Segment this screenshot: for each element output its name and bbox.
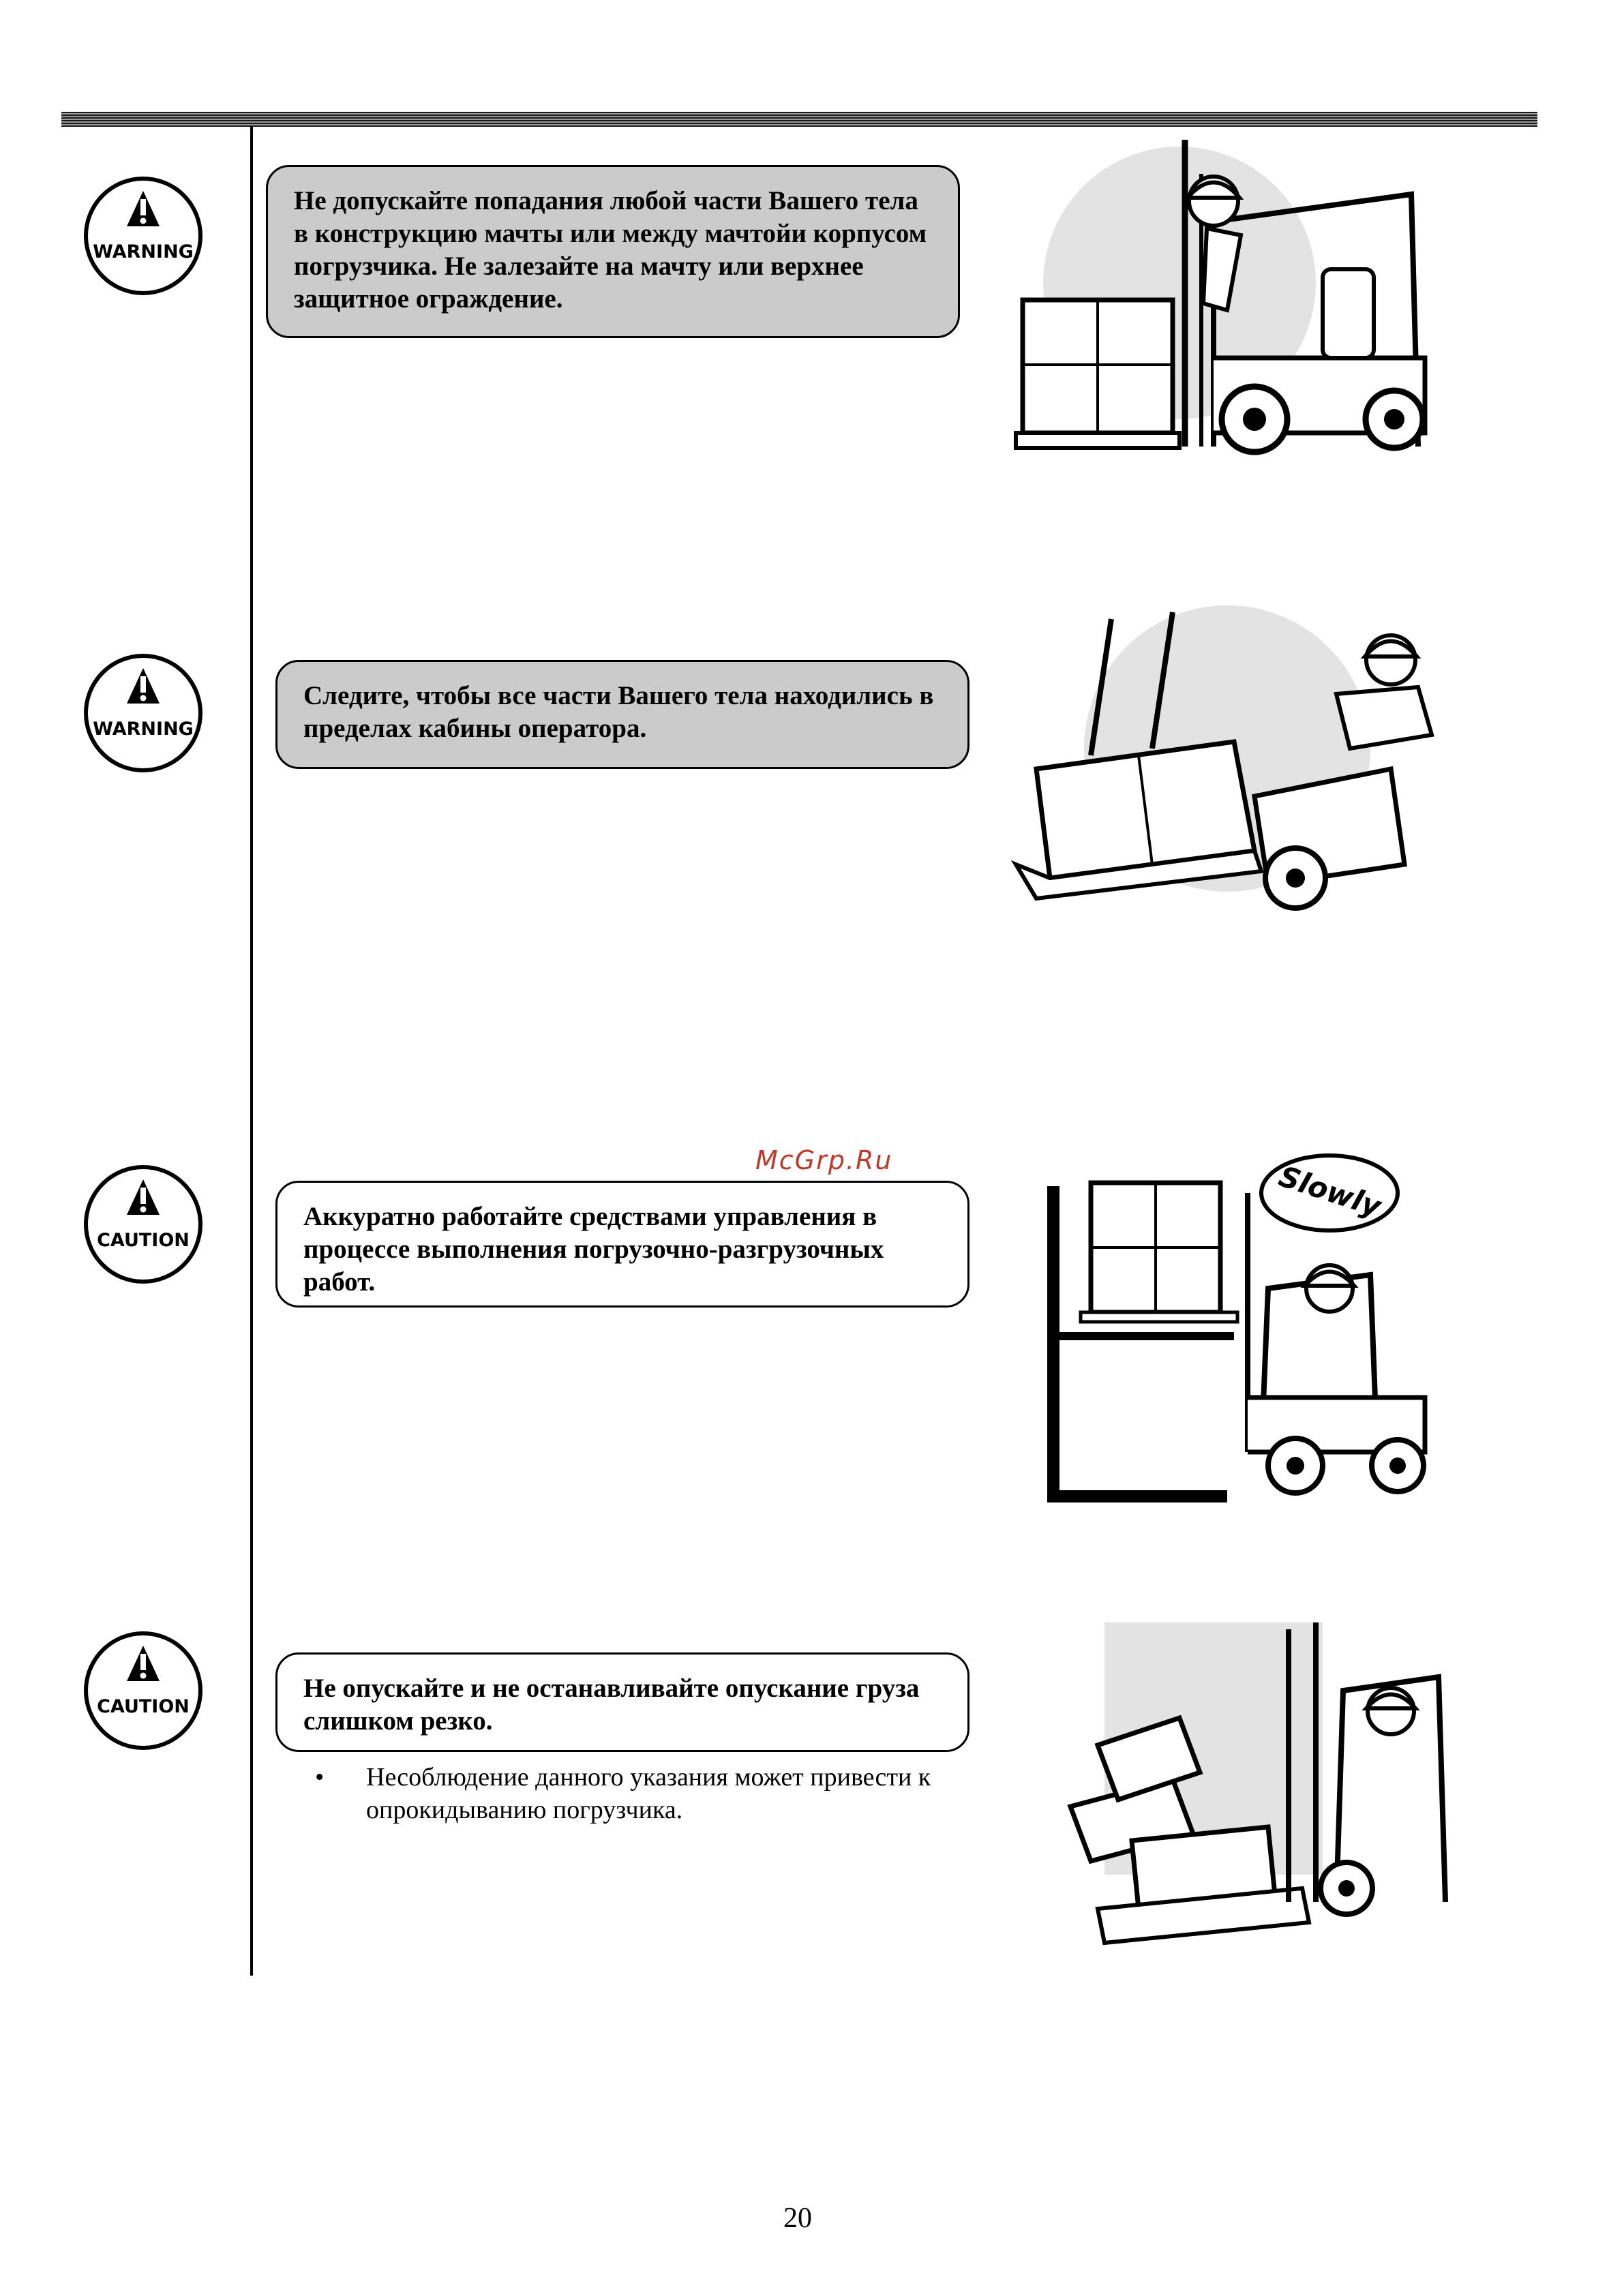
bullet-marker: • [315,1763,325,1792]
warning-text-2: Следите, чтобы все части Вашего тела находились в пределах кабины оператора. [303,681,934,743]
warning-badge-2 [83,653,203,773]
warning-box-2 [275,660,969,769]
left-margin-rule [250,127,253,1976]
page-number: 20 [783,2203,812,2234]
bullet-text: Несоблюдение данного указания может привести к опрокидыванию погрузчика. [366,1763,931,1824]
badge-label: CAUTION [97,1230,190,1251]
caution-box-2 [275,1652,969,1752]
illustration-climbing-mast [1009,133,1445,481]
illustration-dropping-load [1016,1609,1459,1977]
caution-box-1 [275,1181,969,1308]
warning-text-1: Не допускайте попадания любой части Вашего тела в конструкцию мачты или между мачтойи корпусом погрузчика. Не залезайте на мачту или верхнее защитное ограждение. [294,186,927,314]
caution-badge-1 [83,1164,203,1284]
watermark: McGrp.Ru [755,1145,893,1175]
warning-box-1 [266,165,960,338]
slowly-caption: Slowly [1274,1159,1385,1224]
warning-badge-1 [83,176,203,296]
caution-text-2: Не опускайте и не останавливайте опускание груза слишком резко. [303,1674,920,1736]
illustration-slowly [1043,1152,1452,1507]
badge-label: WARNING [93,719,194,740]
illustration-leaning-out [1009,592,1452,933]
badge-label: WARNING [93,241,194,262]
top-rule [61,112,1537,127]
caution-text-1: Аккуратно работайте средствами управления в процессе выполнения погрузочно-разгрузочных работ. [303,1202,884,1297]
badge-label: CAUTION [97,1696,190,1717]
caution-badge-2 [83,1631,203,1751]
